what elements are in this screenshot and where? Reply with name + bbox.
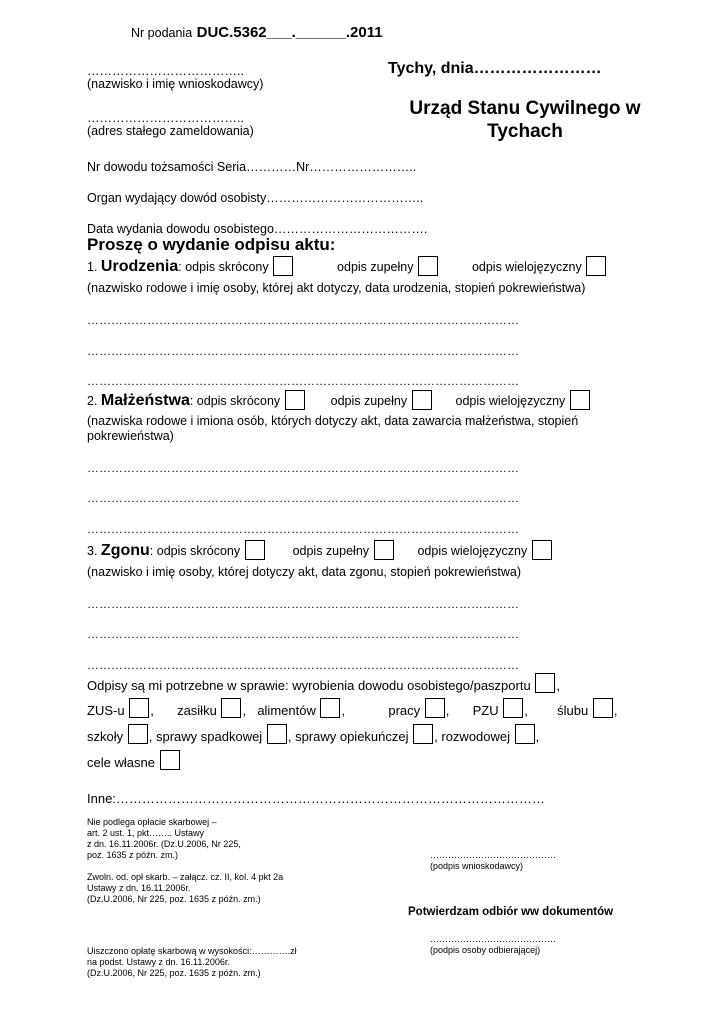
alimentow-checkbox[interactable]	[320, 698, 340, 718]
death-short-label: odpis skrócony	[156, 544, 241, 558]
death-title: Zgonu	[100, 542, 150, 559]
office-name	[396, 97, 654, 143]
death-number: 3.	[87, 544, 98, 558]
birth-line-2[interactable]: ………………………………………………………………………………………………	[87, 344, 519, 358]
birth-description: (nazwisko rodowe i imię osoby, której akt dotyczy, data urodzenia, stopień pokrewieństwa)	[87, 281, 586, 295]
application-number	[131, 24, 383, 42]
birth-line-3[interactable]: ………………………………………………………………………………………………	[87, 374, 519, 388]
office-name-line1: Urząd Stanu Cywilnego w	[409, 98, 641, 119]
slubu-label: ślubu	[557, 703, 589, 718]
birth-full-checkbox[interactable]	[418, 256, 438, 276]
purpose-row-4	[87, 750, 181, 770]
applicant-address-label: (adres stałego zameldowania)	[87, 124, 254, 138]
opiekunczej-checkbox[interactable]	[413, 724, 433, 744]
receiver-signature-line[interactable]: ……………………………………	[430, 934, 556, 944]
id-issuer-field[interactable]: Organ wydający dowód osobisty………………………………..	[87, 191, 424, 205]
zus-checkbox[interactable]	[129, 698, 149, 718]
death-short-checkbox[interactable]	[245, 540, 265, 560]
death-multi-checkbox[interactable]	[532, 540, 552, 560]
pracy-checkbox[interactable]	[425, 698, 445, 718]
spadkowej-label: sprawy spadkowej	[155, 729, 263, 744]
birth-section-header: 1. Urodzenia: odpis skrócony odpis zupełny odpis wielojęzyczny	[87, 256, 607, 276]
marriage-line-2[interactable]: ………………………………………………………………………………………………	[87, 491, 519, 505]
birth-title: Urodzenia	[100, 258, 179, 275]
birth-short-label: odpis skrócony	[185, 260, 269, 274]
marriage-line-3[interactable]: ………………………………………………………………………………………………	[87, 522, 519, 536]
szkoly-label: szkoły	[87, 729, 124, 744]
fee-paid-note: Uiszczono opłatę skarbową w wysokości:………….zł na podst. Ustawy z dn. 16.11.2006r. (Dz.U.2006, Nr 225, poz. 1635 z późn. zm.)	[87, 946, 297, 978]
applicant-signature-label: (podpis wnioskodawcy)	[430, 861, 524, 871]
slubu-checkbox[interactable]	[593, 698, 613, 718]
death-section-header: 3. Zgonu: odpis skrócony odpis zupełny odpis wielojęzyczny	[87, 540, 553, 560]
other-purpose-field[interactable]: Inne:………………………………………………………………………………………	[87, 791, 545, 806]
marriage-title: Małżeństwa	[100, 392, 190, 409]
death-multi-label: odpis wielojęzyczny	[417, 544, 528, 558]
applicant-signature-line[interactable]: ……………………………………	[430, 850, 556, 860]
rozwodowej-label: rozwodowej	[441, 729, 511, 744]
birth-full-label: odpis zupełny	[337, 260, 414, 274]
id-number-field[interactable]: Nr dowodu tożsamości Seria…………Nr……………………..	[87, 160, 417, 174]
spadkowej-checkbox[interactable]	[267, 724, 287, 744]
receiver-signature-label: (podpis osoby odbierającej)	[430, 945, 541, 955]
application-number-label: Nr podania	[131, 26, 193, 40]
office-name-line2: Tychach	[487, 121, 563, 142]
purpose-intro: Odpisy są mi potrzebne w sprawie: wyrobienia dowodu osobistego/paszportu	[87, 678, 531, 693]
marriage-section-header: 2. Małżeństwa: odpis skrócony odpis zupełny odpis wielojęzyczny	[87, 390, 591, 410]
pracy-label: pracy	[388, 703, 421, 718]
passport-checkbox[interactable]	[535, 673, 555, 693]
purpose-row-3: szkoły , sprawy spadkowej , sprawy opiekuńczej , rozwodowej ,	[87, 724, 539, 744]
request-title: Proszę o wydanie odpisu aktu:	[87, 235, 336, 254]
fee-exempt-note: Nie podlega opłacie skarbowej – art. 2 ust. 1, pkt…….. Ustawy z dn. 16.11.2006r. (Dz.U.2006, Nr 225, poz. 1635 z późn. zm.)	[87, 817, 241, 860]
alimentow-label: alimentów	[257, 703, 316, 718]
marriage-multi-label: odpis wielojęzyczny	[455, 394, 566, 408]
death-full-label: odpis zupełny	[292, 544, 370, 558]
zus-label: ZUS-u	[87, 703, 125, 718]
birth-number: 1.	[87, 260, 98, 274]
rozwodowej-checkbox[interactable]	[515, 724, 535, 744]
szkoly-checkbox[interactable]	[128, 724, 148, 744]
confirm-receipt-heading: Potwierdzam odbiór ww dokumentów	[408, 906, 614, 918]
pzu-checkbox[interactable]	[503, 698, 523, 718]
death-line-1[interactable]: ………………………………………………………………………………………………	[87, 597, 519, 611]
marriage-short-label: odpis skrócony	[196, 394, 281, 408]
birth-multi-label: odpis wielojęzyczny	[471, 260, 582, 274]
death-line-2[interactable]: ………………………………………………………………………………………………	[87, 627, 519, 641]
zasilku-checkbox[interactable]	[221, 698, 241, 718]
birth-multi-checkbox[interactable]	[586, 256, 606, 276]
cele-label: cele własne	[87, 755, 155, 770]
applicant-name-label: (nazwisko i imię wnioskodawcy)	[87, 77, 264, 91]
marriage-number: 2.	[87, 394, 98, 408]
purpose-intro-row: Odpisy są mi potrzebne w sprawie: wyrobienia dowodu osobistego/paszportu ,	[87, 673, 560, 693]
application-number-value: DUC.5362___.______.2011	[196, 24, 383, 41]
death-description: (nazwisko i imię osoby, której dotyczy akt, data zgonu, stopień pokrewieństwa)	[87, 565, 521, 579]
marriage-full-label: odpis zupełny	[330, 394, 408, 408]
marriage-line-1[interactable]: ………………………………………………………………………………………………	[87, 461, 519, 475]
purpose-row-2: ZUS-u , zasiłku , alimentów , pracy , PZU , ślubu ,	[87, 698, 627, 718]
cele-checkbox[interactable]	[160, 750, 180, 770]
marriage-short-checkbox[interactable]	[285, 390, 305, 410]
applicant-address-field[interactable]: ………………………………..	[87, 111, 244, 125]
death-full-checkbox[interactable]	[374, 540, 394, 560]
marriage-description: (nazwiska rodowe i imiona osób, których dotyczy akt, data zawarcia małżeństwa, stopień pokrewieństwa)	[87, 414, 579, 443]
city-date: Tychy, dnia……………………	[388, 60, 602, 77]
marriage-multi-checkbox[interactable]	[570, 390, 590, 410]
fee-exempt-zwoln-note: Zwoln. od. opł skarb. – załącz. cz. II, kol. 4 pkt 2a Ustawy z dn. 16.11.2006r. (Dz.U.2006, Nr 225, poz. 1635 z późn. zm.)	[87, 872, 284, 904]
birth-line-1[interactable]: ………………………………………………………………………………………………	[87, 313, 519, 327]
applicant-name-field[interactable]: ………………………………..	[87, 64, 244, 78]
marriage-full-checkbox[interactable]	[412, 390, 432, 410]
opiekunczej-label: sprawy opiekuńczej	[295, 729, 409, 744]
death-line-3[interactable]: ………………………………………………………………………………………………	[87, 658, 519, 672]
birth-short-checkbox[interactable]	[273, 256, 293, 276]
id-issue-date-field[interactable]: Data wydania dowodu osobistego……………………………….	[87, 222, 428, 236]
pzu-label: PZU	[472, 703, 499, 718]
zasilku-label: zasiłku	[177, 703, 217, 718]
